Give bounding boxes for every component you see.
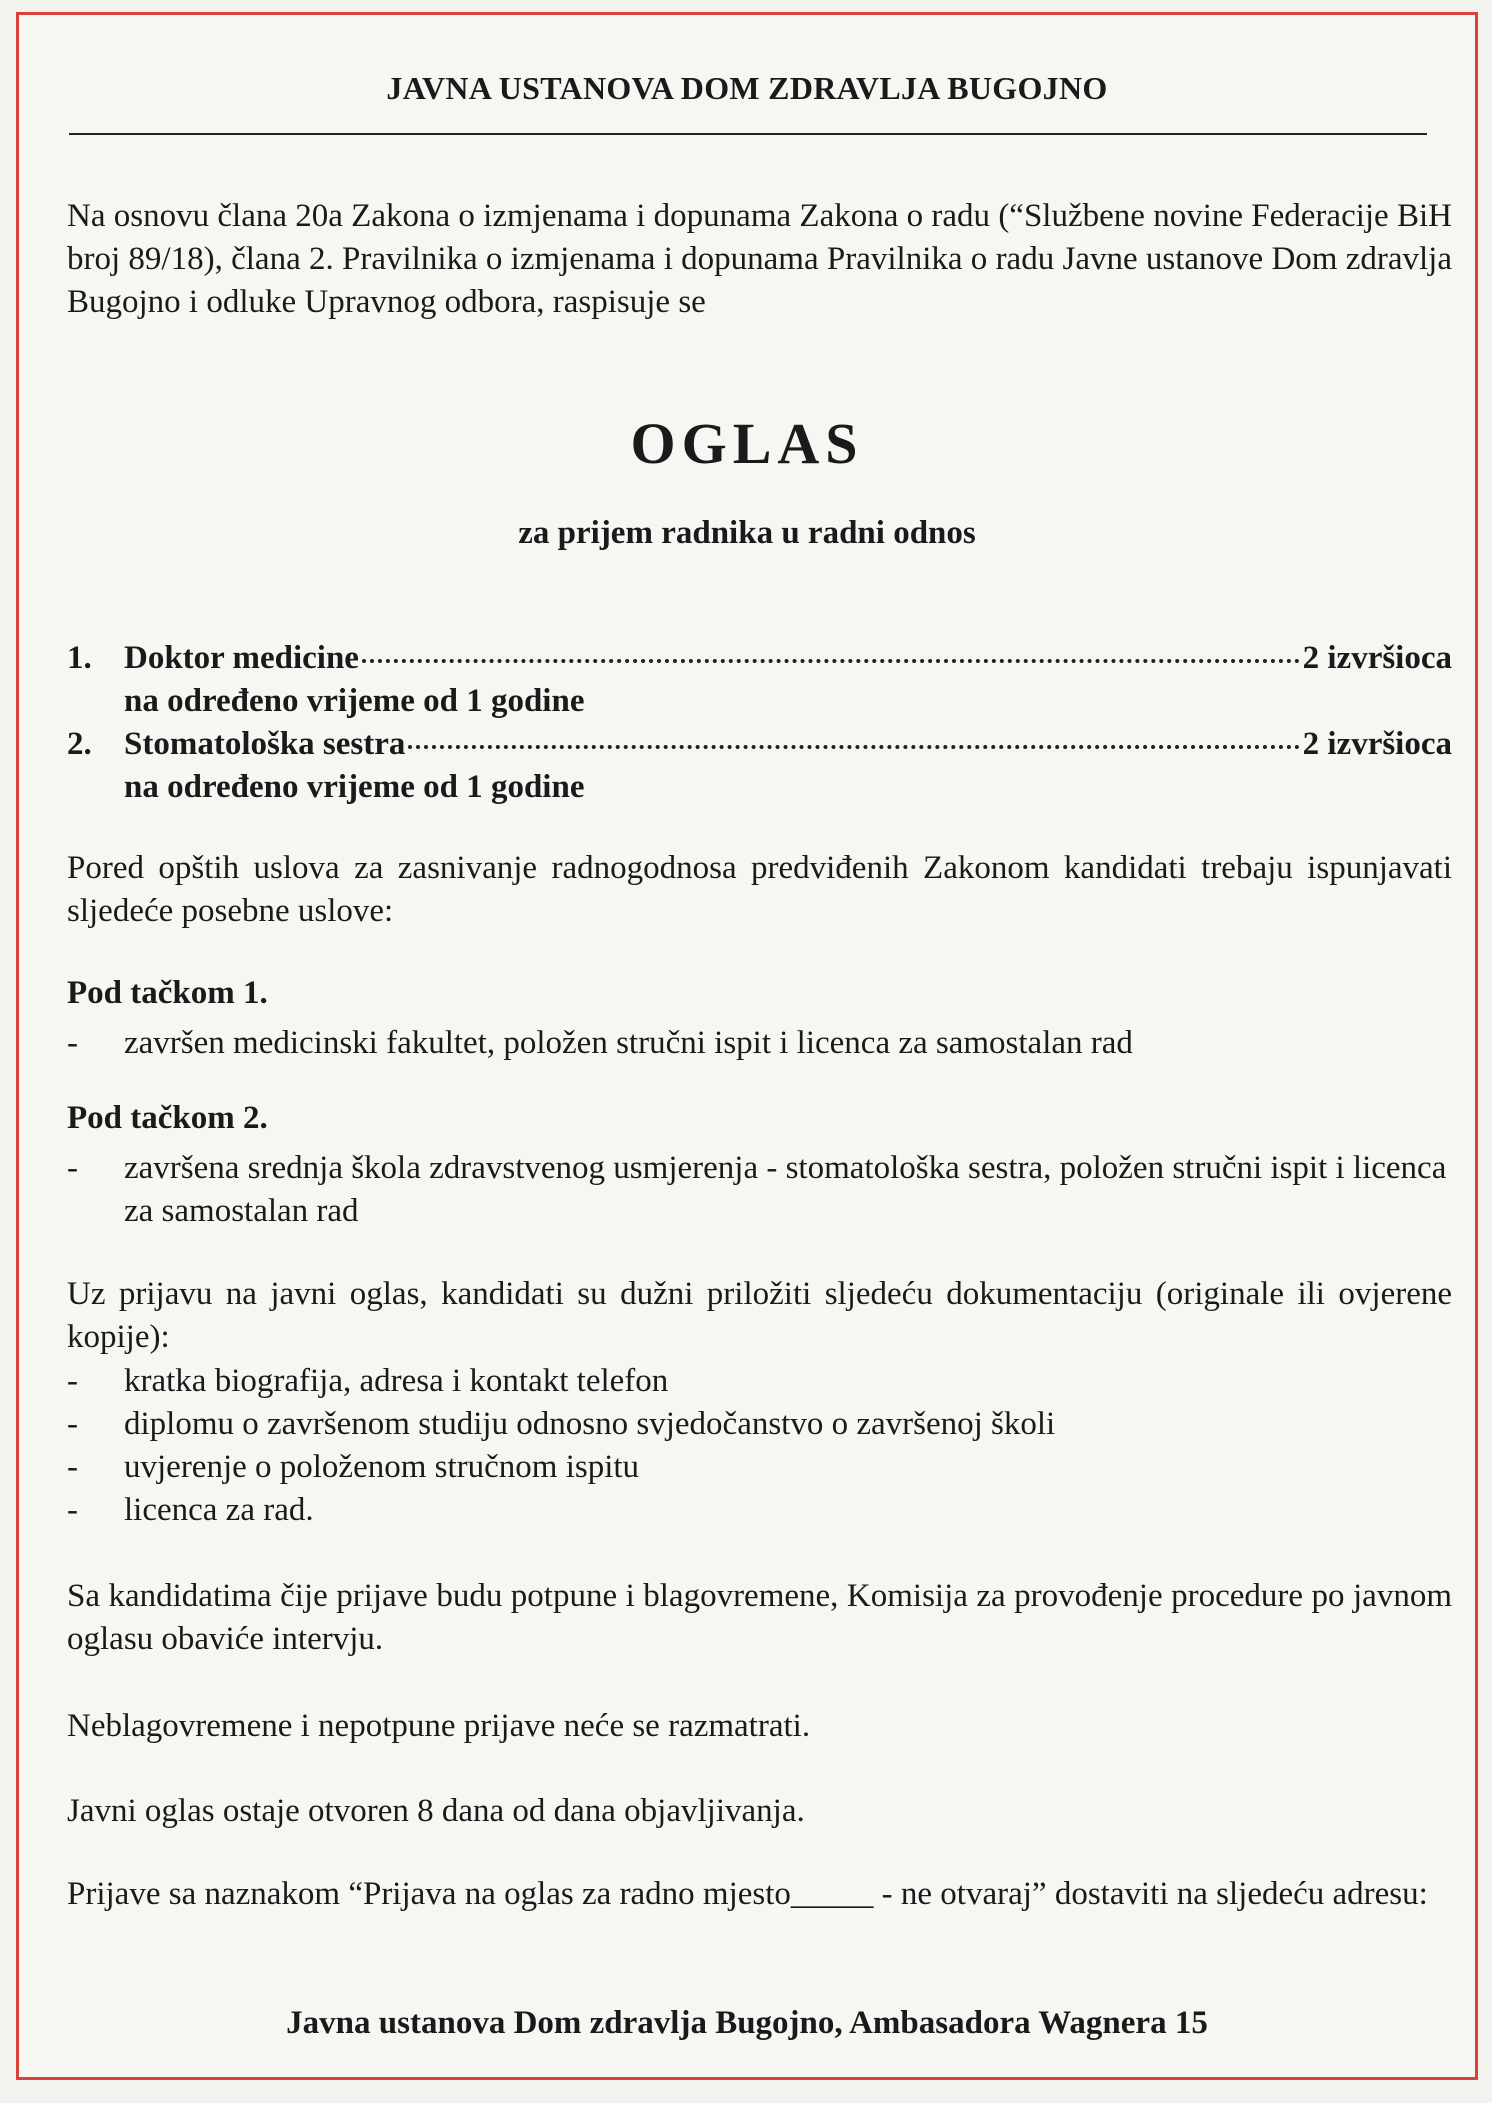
documents-list [67,1360,1452,1532]
list-item [67,1403,1452,1446]
position-item [67,637,1452,723]
list-item-text: licenca za rad. [124,1491,314,1528]
leader-dots [408,745,1299,749]
dash-marker: - [67,1025,78,1061]
position-term: na određeno vrijeme od 1 godine [124,768,585,805]
list-item [67,1446,1452,1489]
interview-paragraph: Sa kandidatima čije prijave budu potpune i blagovremene, Komisija za provođenje procedure po javnom oglasu obaviće intervju. [67,1578,1452,1657]
ad-subtitle: za prijem radnika u radni odnos [518,515,976,551]
institution-header: JAVNA USTANOVA DOM ZDRAVLJA BUGOJNO [386,70,1108,106]
dash-marker: - [67,1150,78,1186]
open-period-paragraph: Javni oglas ostaje otvoren 8 dana od dana objavljivanja. [67,1793,805,1829]
position-number: 2. [67,726,92,762]
position-name: Stomatološka sestra [124,726,406,762]
condition-list [67,1022,1452,1065]
condition-heading: Pod tačkom 2. [67,1100,268,1136]
list-item [67,1360,1452,1403]
list-item [67,1147,1452,1233]
ad-title: OGLAS [630,411,864,476]
position-name: Doktor medicine [124,640,359,676]
address-line: Javna ustanova Dom zdravlja Bugojno, Ambasadora Wagnera 15 [286,2005,1208,2041]
condition-heading: Pod tačkom 1. [67,975,268,1011]
incomplete-paragraph: Neblagovremene i nepotpune prijave neće se razmatrati. [67,1708,811,1744]
dash-marker: - [67,1491,78,1528]
general-conditions: Pored opštih uslova za zasnivanje radnogodnosa predviđenih Zakonom kandidati trebaju ispunjavati sljedeće posebne uslove: [67,850,1452,929]
position-count: 2 izvršioca [1302,640,1452,676]
dash-marker: - [67,1448,78,1485]
intro-paragraph: Na osnovu člana 20a Zakona o izmjenama i dopunama Zakona o radu (“Službene novine Federacije BiH broj 89/18), člana 2. Pravilnika o izmjenama i dopunama Pravilnika o radu Javne ustanove Dom zdravlja Bugojno i odluke Upravnog odbora, raspisuje se [67,198,1452,320]
list-item [67,1489,1452,1532]
position-number: 1. [67,640,92,676]
header-rule [69,133,1427,135]
submission-paragraph: Prijave sa naznakom “Prijava na oglas za radno mjesto_____ - ne otvaraj” dostaviti na sljedeću adresu: [67,1876,1428,1912]
dash-marker: - [67,1363,78,1399]
ad-frame [16,12,1478,2080]
list-item-text: završen medicinski fakultet, položen stručni ispit i licenca za samostalan rad [124,1025,1133,1061]
position-count: 2 izvršioca [1302,726,1452,762]
dash-marker: - [67,1405,78,1442]
condition-list [67,1147,1452,1233]
list-item [67,1022,1452,1065]
list-item-text: uvjerenje o položenom stručnom ispitu [124,1448,640,1485]
list-item-text: diplomu o završenom studiju odnosno svjedočanstvo o završenoj školi [124,1405,1056,1442]
list-item-text: završena srednja škola zdravstvenog usmjerenja - stomatološka sestra, položen stručni ispit i licenca za samostalan rad [124,1150,1447,1229]
position-term: na određeno vrijeme od 1 godine [124,682,585,719]
leader-dots [362,659,1300,663]
position-item [67,723,1452,809]
documents-intro: Uz prijavu na javni oglas, kandidati su dužni priložiti sljedeću dokumentaciju (originale ili ovjerene kopije): [67,1276,1452,1355]
list-item-text: kratka biografija, adresa i kontakt telefon [124,1363,669,1399]
